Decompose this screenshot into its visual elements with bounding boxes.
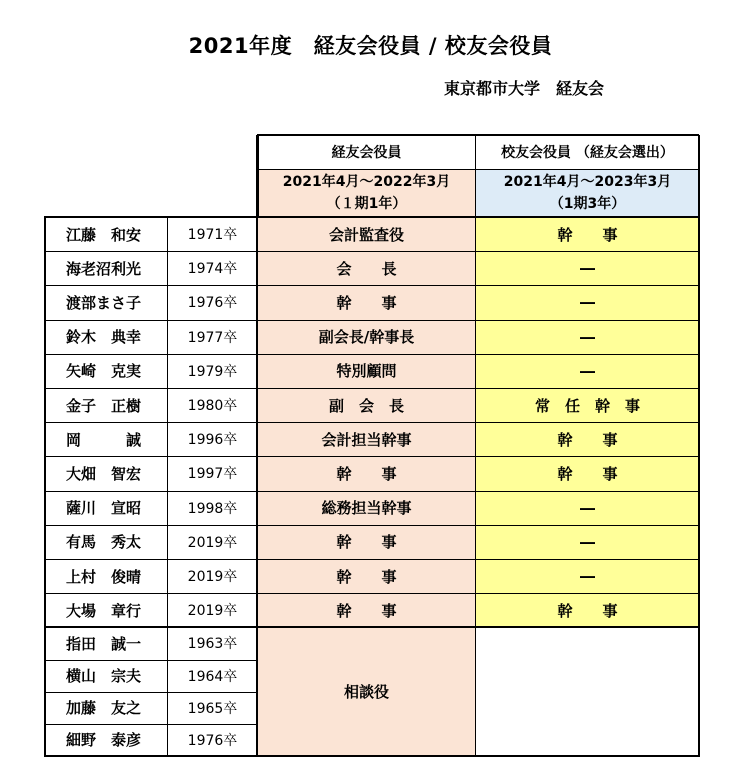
keiyukai-period-text: 2021年4月～2022年3月: [282, 174, 451, 190]
keiyukai-role: 会計監査役: [257, 217, 476, 251]
keiyukai-role: 幹 事: [257, 525, 476, 559]
member-top-border: [44, 216, 699, 218]
graduation-year: 1998卒: [187, 500, 238, 517]
member-name: 矢崎 克実: [66, 362, 142, 381]
graduation-year: 1976卒: [187, 295, 238, 312]
row-line: [44, 660, 257, 661]
koyukai-period-text: 2021年4月～2023年3月: [503, 174, 672, 190]
table-right-border: [698, 135, 700, 757]
keiyukai-role: 幹 事: [257, 456, 476, 490]
member-name: 江藤 和安: [66, 225, 142, 244]
member-name: 岡 誠: [66, 430, 142, 449]
row-line: [44, 388, 699, 389]
member-name: 渡部まさ子: [66, 293, 142, 312]
koyukai-header: 校友会役員 （経友会選出）: [501, 145, 674, 161]
member-name: 有馬 秀太: [66, 533, 142, 552]
graduation-year: 1965卒: [187, 700, 238, 717]
koyukai-period-header: [476, 169, 699, 217]
keiyukai-role: 特別顧問: [257, 354, 476, 388]
keiyukai-role: 幹 事: [257, 285, 476, 319]
koyukai-term-text: （1期3年）: [549, 196, 626, 212]
header-top-border: [257, 134, 699, 136]
koyukai-role: ―: [476, 354, 699, 388]
page-title: 2021年度 経友会役員 / 校友会役員: [188, 34, 553, 58]
role-column-border: [256, 135, 258, 757]
row-line: [44, 320, 699, 321]
koyukai-role: 幹 事: [476, 217, 699, 251]
row-line: [44, 692, 257, 693]
koyukai-role: ―: [476, 559, 699, 593]
row-line: [44, 525, 699, 526]
graduation-year: 1974卒: [187, 261, 238, 278]
graduation-year: 1971卒: [187, 227, 238, 244]
row-line: [44, 422, 699, 423]
koyukai-role: ―: [476, 491, 699, 525]
row-line: [44, 593, 699, 594]
member-name: 海老沼利光: [66, 259, 142, 278]
member-name: 大場 章行: [66, 601, 142, 620]
keiyukai-period-header: [257, 169, 476, 217]
keiyukai-header: 経友会役員: [331, 145, 402, 161]
koyukai-role: ―: [476, 320, 699, 354]
row-line: [44, 491, 699, 492]
advisor-name: 加藤 友之: [66, 699, 142, 718]
koyukai-role: ―: [476, 251, 699, 285]
keiyukai-role: 総務担当幹事: [257, 491, 476, 525]
koyukai-role: ―: [476, 285, 699, 319]
graduation-year: 2019卒: [187, 534, 238, 551]
advisor-name: 横山 宗夫: [66, 667, 142, 686]
row-line: [44, 251, 699, 252]
grad-column-border: [167, 217, 168, 756]
row-line: [44, 456, 699, 457]
member-name: 薩川 宣昭: [66, 499, 142, 518]
row-line: [44, 559, 699, 560]
member-bottom-border: [44, 626, 699, 628]
graduation-year: 2019卒: [187, 569, 238, 586]
graduation-year: 1963卒: [187, 636, 238, 653]
graduation-year: 1979卒: [187, 363, 238, 380]
koyukai-role: ―: [476, 525, 699, 559]
column-divider: [475, 135, 476, 756]
table-bottom-border: [44, 755, 700, 757]
row-line: [44, 354, 699, 355]
table-left-border: [44, 217, 46, 756]
keiyukai-role: 副 会 長: [257, 388, 476, 422]
keiyukai-role: 会計担当幹事: [257, 422, 476, 456]
keiyukai-role: 会 長: [257, 251, 476, 285]
keiyukai-role: 幹 事: [257, 593, 476, 627]
keiyukai-term-text: （１期1年）: [326, 196, 407, 212]
header-mid-line: [257, 169, 699, 170]
member-name: 金子 正樹: [66, 396, 142, 415]
graduation-year: 1980卒: [187, 398, 238, 415]
member-name: 上村 俊晴: [66, 567, 142, 586]
advisor-koyukai-empty: [476, 627, 699, 755]
graduation-year: 2019卒: [187, 603, 238, 620]
graduation-year: 1997卒: [187, 466, 238, 483]
graduation-year: 1977卒: [187, 329, 238, 346]
organization-name: 東京都市大学 経友会: [444, 79, 605, 98]
advisor-role: 相談役: [257, 627, 476, 755]
advisor-name: 指田 誠一: [66, 634, 142, 653]
row-line: [44, 724, 257, 725]
koyukai-role: 幹 事: [476, 422, 699, 456]
graduation-year: 1996卒: [187, 432, 238, 449]
keiyukai-role: 副会長/幹事長: [257, 320, 476, 354]
member-name: 大畑 智宏: [66, 464, 142, 483]
graduation-year: 1964卒: [187, 668, 238, 685]
advisor-name: 細野 泰彦: [66, 731, 142, 750]
row-line: [44, 285, 699, 286]
koyukai-role: 常 任 幹 事: [476, 388, 699, 422]
koyukai-role: 幹 事: [476, 593, 699, 627]
koyukai-role: 幹 事: [476, 456, 699, 490]
member-name: 鈴木 典幸: [66, 328, 142, 347]
keiyukai-role: 幹 事: [257, 559, 476, 593]
graduation-year: 1976卒: [187, 732, 238, 749]
